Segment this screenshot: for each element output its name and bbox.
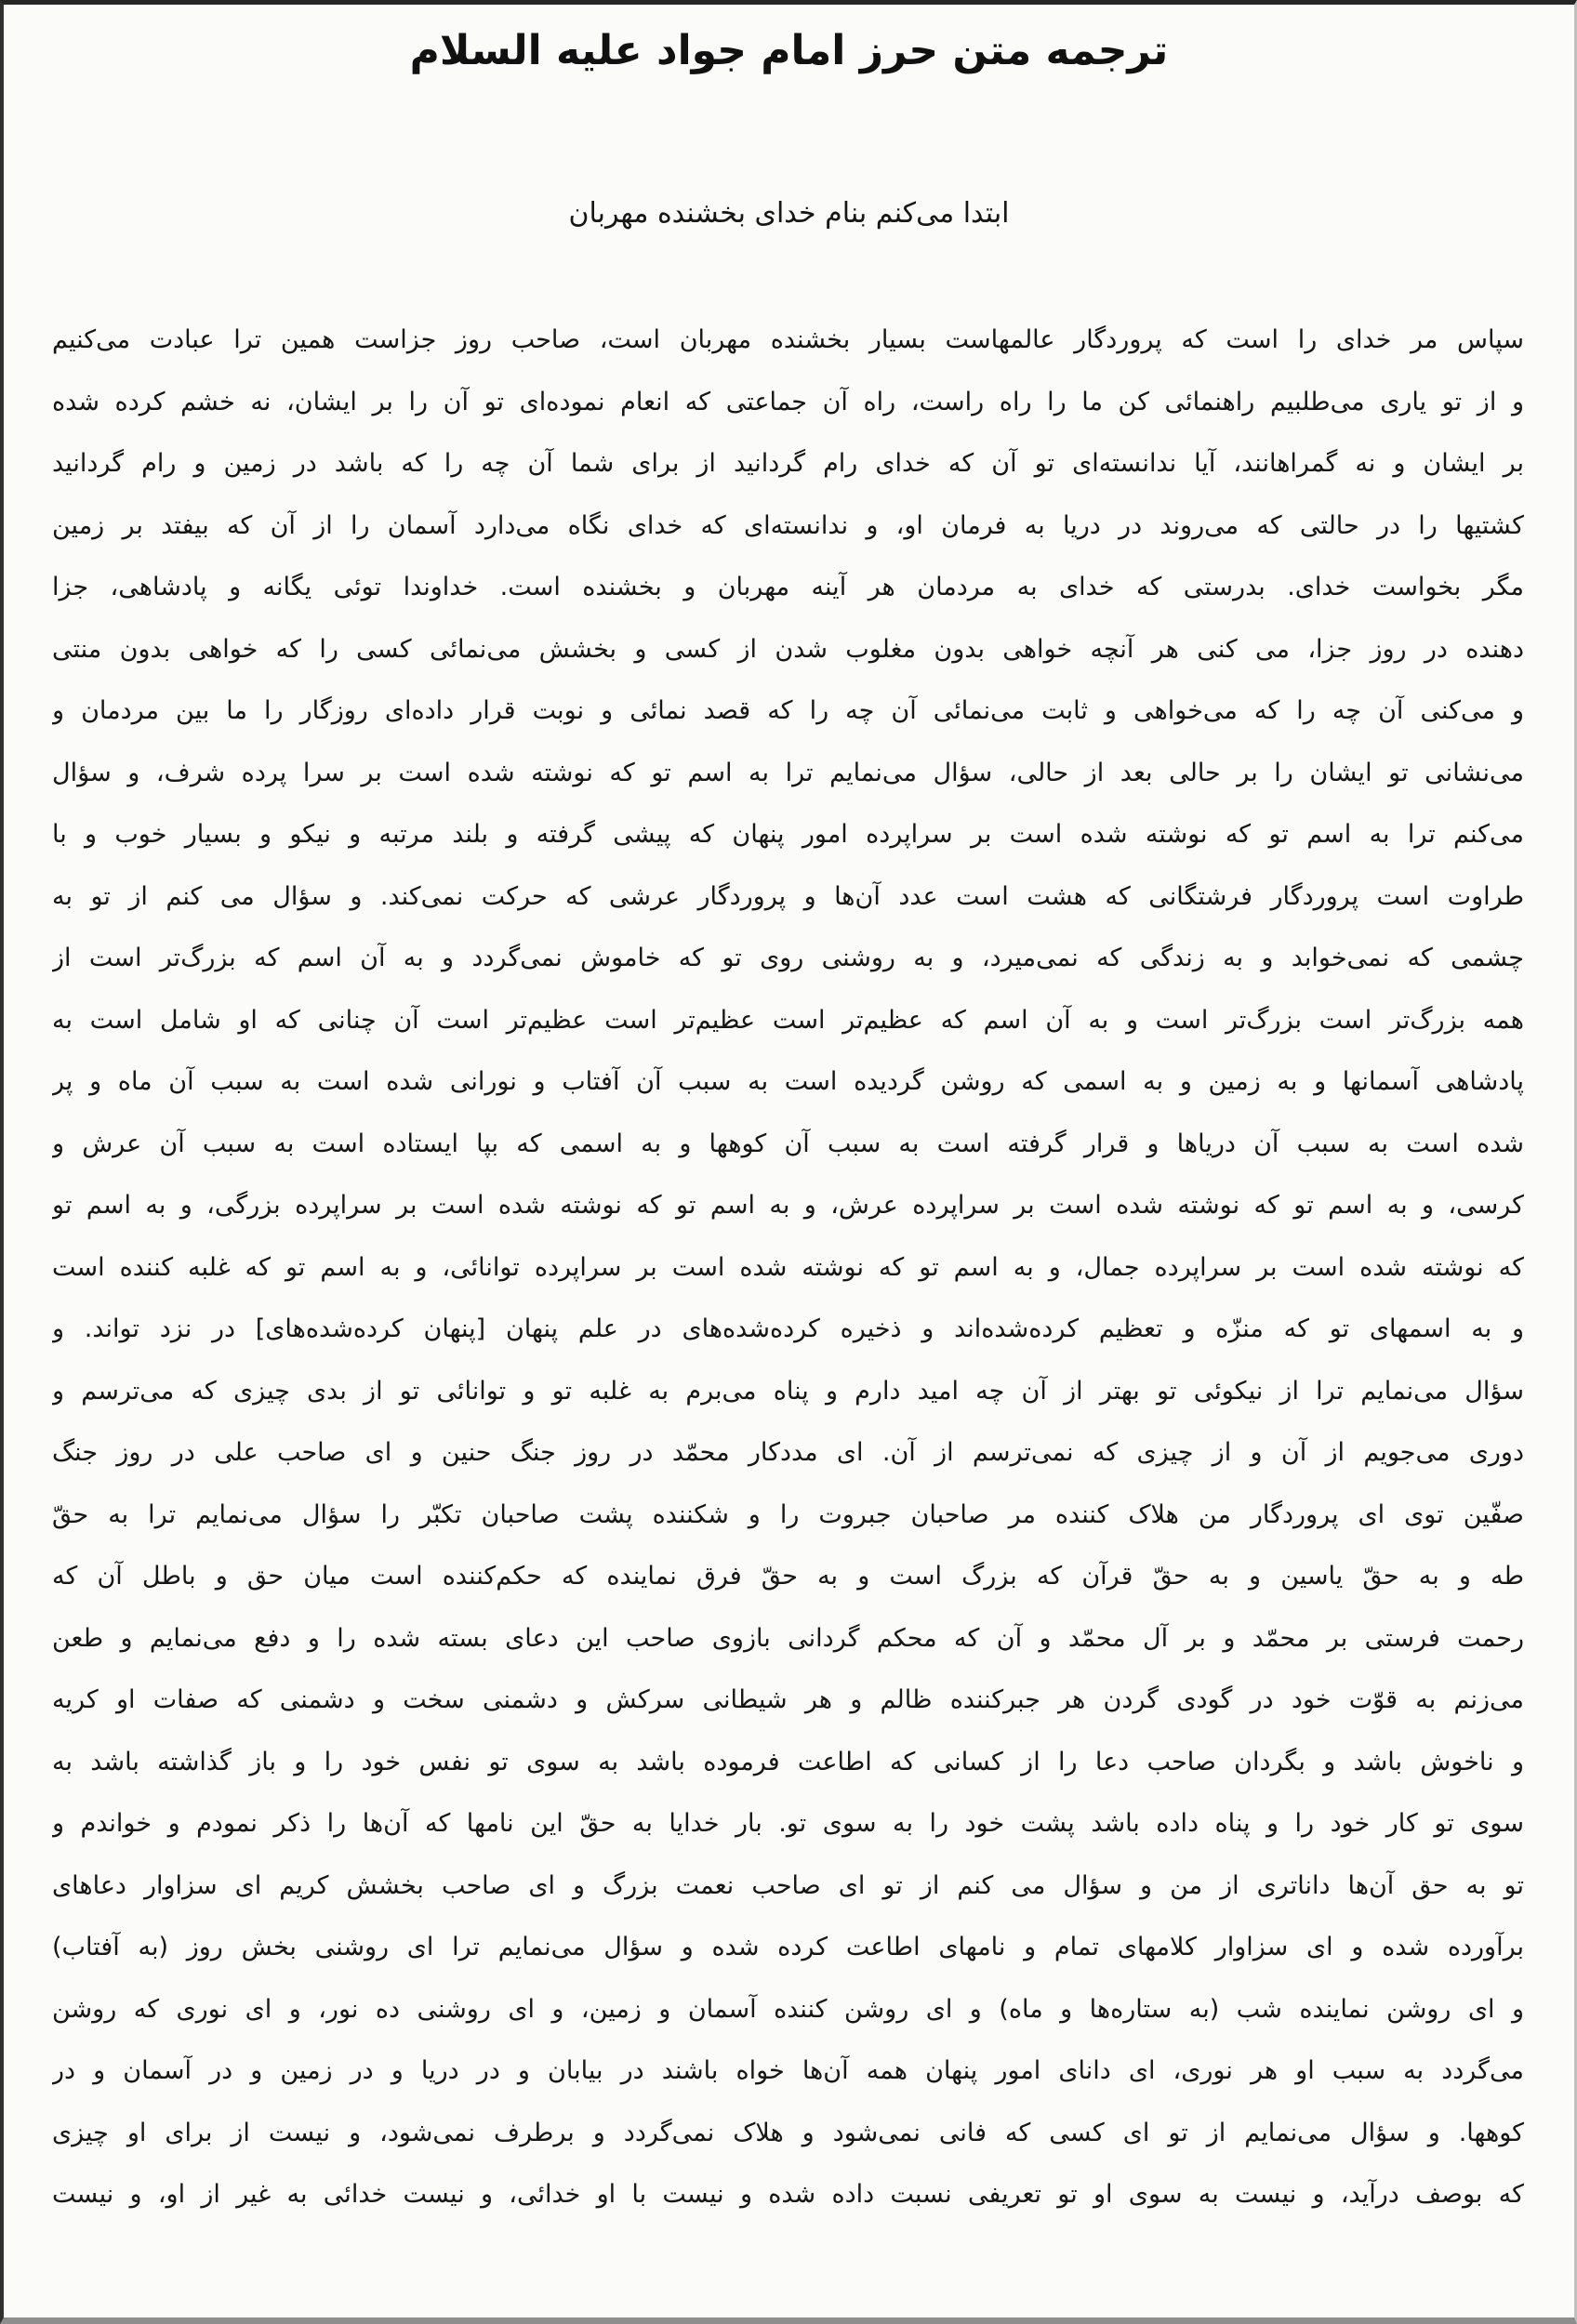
body-line: صفّین توی ای پروردگار من هلاک کننده مر صاحبان جبروت را و شکننده پشت صاحبان تکبّر را سؤال می‌نمایم ترا به حقّ [52, 1499, 1524, 1529]
body-line: کوهها. و سؤال می‌نمایم از تو ای کسی که فانی نمی‌شود و هلاک نمی‌گردد و برطرف نمی‌شود، و نیست از برای او چیزی [52, 2118, 1524, 2147]
body-line: و می‌کنی آن چه را که می‌خواهی و ثابت می‌نمائی آن چه را که قصد نمائی و نوبت قرار داده‌ای روزگار را ما بین مردمان و [52, 696, 1524, 725]
body-line: برآورده شده و ای سزاوار کلامهای تمام و نامهای اطاعت کرده شده و سؤال می‌نمایم ترا ای روشنی بخش روز (به آفتاب) [52, 1933, 1524, 1961]
body-line: طراوت است پروردگار فرشتگانی که هشت است عدد آن‌ها و پروردگار عرشی که حرکت نمی‌کند. و سؤال می کنم از تو به [52, 881, 1524, 911]
body-line: مگر بخواست خدای. بدرستی که خدای به مردمان هر آینه مهربان و بخشنده است. خداوندا توئی یگانه و پادشاهی، جزا [52, 573, 1524, 601]
body-line: می‌کنم ترا به اسم تو که نوشته شده است بر سراپرده امور پنهان که پیشی گرفته و بلند مرتبه و نیکو و بسیار خوب و با [52, 820, 1524, 849]
opening-line: ابتدا می‌کنم بنام خدای بخشنده مهربان [568, 197, 1010, 230]
body-line: سپاس مر خدای را است که پروردگار عالمهاست بسیار بخشنده مهربان است، صاحب روز جزاست همین ترا عبادت می‌کنیم [52, 325, 1524, 354]
body-line: سوی تو کار خود را و پناه داده باشد پشت خود را به سوی تو. بار خدایا به حقّ این نامها که آن‌ها را ذکر نمودم و خواندم و [52, 1809, 1524, 1838]
body-line: تو به حق آن‌ها داناتری از من و سؤال می کنم از تو ای صاحب نعمت بزرگ و ای صاحب بخشش کریم ای سزاوار دعاهای [52, 1870, 1524, 1900]
body-line: و به اسمهای تو که منزّه و تعظیم کرده‌شده‌اند و ذخیره کرده‌شده‌های در علم پنهان [پنهان کرده‌شده‌های] در نزد تواند. و [52, 1314, 1524, 1343]
body-line: که نوشته شده است بر سراپرده جمال، و به اسم تو که نوشته شده است بر سراپرده توانائی، و به اسم تو که غلبه کننده است [52, 1252, 1524, 1282]
body-line: و از تو یاری می‌طلبیم راهنمائی کن ما را راه راست، راه آن جماعتی که انعام نموده‌ای تو آن را بر ایشان، نه خشم کرده شده [52, 387, 1524, 416]
body-line: دوری می‌جویم از آن و از چیزی که نمی‌ترسم از آن. ای مددکار محمّد در روز جنگ حنین و ای صاحب علی در روز جنگ [52, 1438, 1524, 1467]
body-line: چشمی که نمی‌خوابد و به زندگی که نمی‌میرد، و به روشنی روی تو که خاموش نمی‌گردد و به آن اسم که بزرگ‌تر است از [52, 944, 1524, 972]
page-title: ترجمه متن حرز امام جواد علیه السلام [409, 27, 1169, 74]
body-line: که بوصف درآید، و نیست به سوی او تو تعریفی نسبت داده شده و نیست با او خدائی، و نیست خدائی به غیر از او، و نیست [52, 2180, 1524, 2209]
body-line: و ای روشن نماینده شب (به ستاره‌ها و ماه) و ای روشن کننده آسمان و زمین، و ای روشنی ده نور، و ای نوری که روشن [52, 1994, 1524, 2024]
body-line: می‌نشانی تو ایشان را بر حالی بعد از حالی، سؤال می‌نمایم ترا به اسم تو که نوشته شده است بر سرا پرده شرف، و سؤال [52, 758, 1524, 787]
body-line: طه و به حقّ یاسین و به حقّ قرآن که بزرگ است و به حقّ فرق نماینده که حکم‌کننده است میان حق و باطل آن که [52, 1562, 1524, 1591]
body-line: می‌گردد به سبب او هر نوری، ای دانای امور پنهان همه آن‌ها خواه باشند در بیابان و در دریا و در زمین و در آسمان و در [52, 2056, 1524, 2085]
body-line: دهنده در روز جزا، می کنی هر آنچه خواهی بدون مغلوب شدن از کسی و بخشش می‌نمائی کسی را که خواهی بدون منتی [52, 634, 1524, 664]
body-line: می‌زنم به قوّت خود در گودی گردن هر جبرکننده ظالم و هر شیطانی سرکش و دشمنی سخت و دشمنی که صفات او کریه [52, 1685, 1524, 1714]
body-line: سؤال می‌نمایم ترا از نیکوئی تو بهتر از آن چه امید دارم و پناه می‌برم به غلبه تو و توانائی تو از بدی چیزی که می‌ترسم و [52, 1376, 1524, 1406]
body-line: و ناخوش باشد و بگردان صاحب دعا را از کسانی که اطاعت فرموده باشد به سوی تو نفس خود را و باز گذاشته باشد به [52, 1747, 1524, 1776]
body-line: کشتیها را در حالتی که می‌روند در دریا به فرمان او، و ندانسته‌ای که خدای نگاه می‌دارد آسمان را از آن که بیفتد بر زمین [52, 510, 1524, 540]
body-line: همه بزرگ‌تر است بزرگ‌تر است و به آن اسم که عظیم‌تر است عظیم‌تر است عظیم‌تر است آن چنانی که او شامل است به [52, 1005, 1524, 1035]
body-line: رحمت فرستی بر محمّد و بر آل محمّد و آن که محکم گردانی بازوی صاحب این دعای بسته شده را و دفع می‌نمایم و طعن [52, 1623, 1524, 1653]
body-line: بر ایشان و نه گمراهانند، آیا ندانسته‌ای تو آن که خدای رام گردانید از برای شما آن چه را که باشد در زمین و رام گردانید [52, 449, 1524, 478]
body-text [4, 310, 1574, 2226]
body-line: شده است به سبب آن دریاها و قرار گرفته است به سبب آن کوهها و به اسمی که بپا ایستاده است به سبب آن عرش و [52, 1129, 1524, 1158]
body-line: کرسی، و به اسم تو که نوشته شده است بر سراپرده عرش، و به اسم تو که نوشته شده است بر سراپرده بزرگی، و به اسم تو [52, 1191, 1524, 1220]
body-line: پادشاهی آسمانها و به زمین و به اسمی که روشن گردیده است به سبب آن آفتاب و نورانی شده است به سبب آن ماه و پر [52, 1067, 1524, 1096]
